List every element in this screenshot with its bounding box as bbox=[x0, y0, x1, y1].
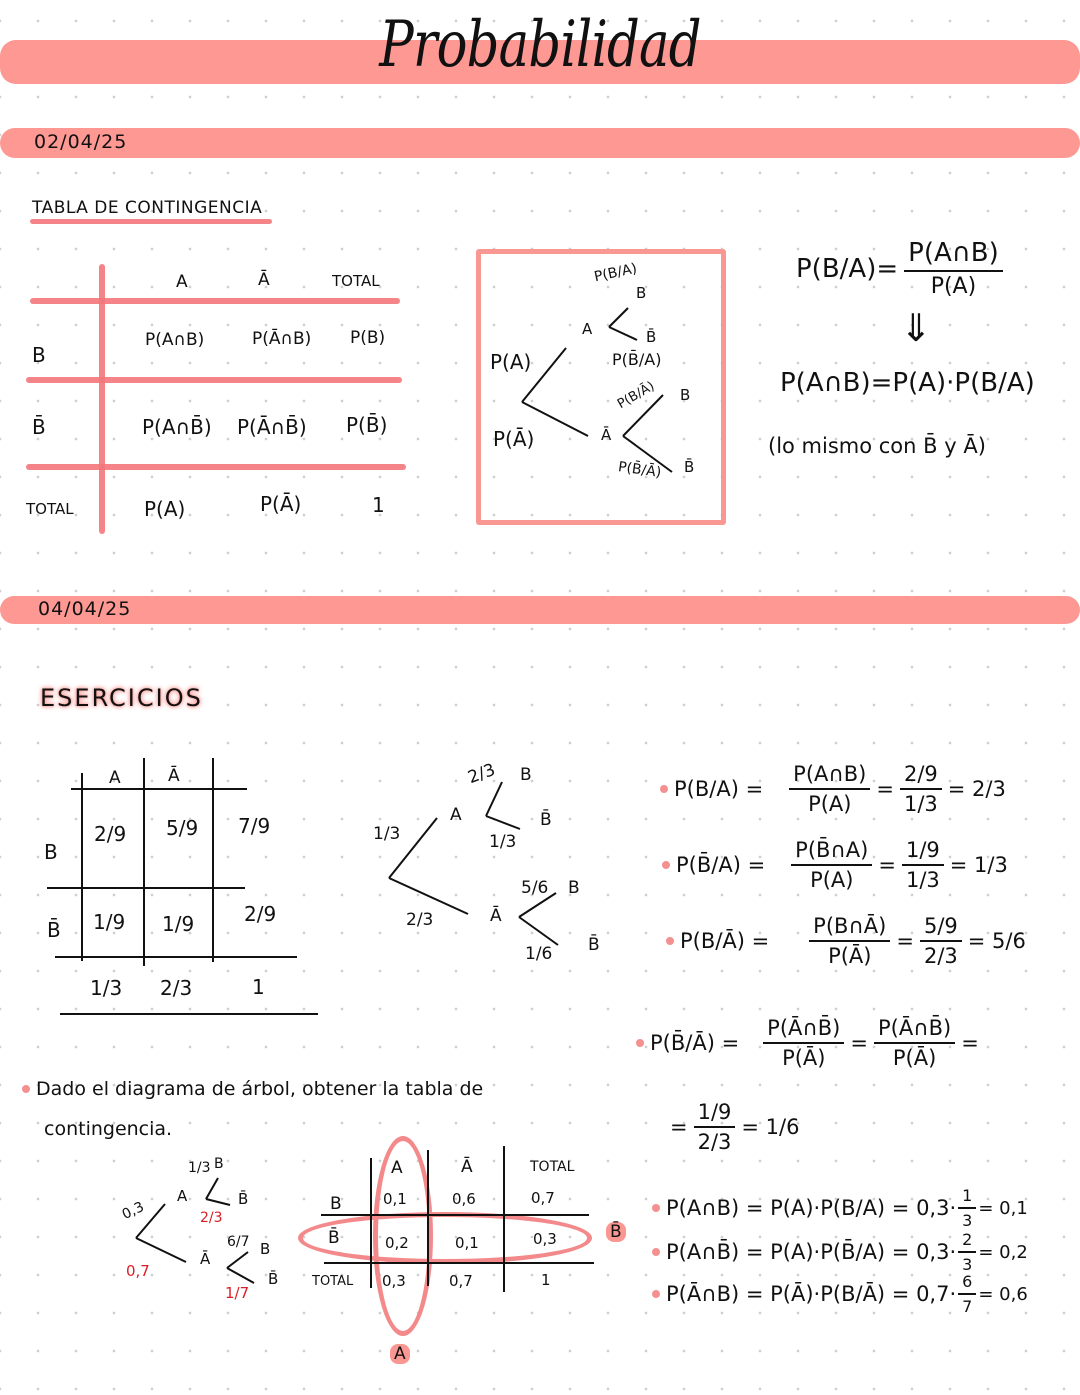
exercise-prompt-cont: contingencia. bbox=[44, 1118, 173, 1140]
row-label: B bbox=[44, 840, 58, 864]
col-header: A bbox=[176, 272, 188, 292]
tree-leaf: B bbox=[680, 386, 691, 404]
product-row: P(Ā∩B) = P(Ā)·P(B/Ā) = 0,7· $\frac{6}{7}$ = 0,6 bbox=[652, 1272, 1028, 1316]
cell: P(B̄) bbox=[346, 413, 388, 437]
tree-leaf: B̄ bbox=[540, 810, 552, 830]
cell: 1/9 bbox=[162, 912, 195, 936]
calc-row: P(B̄/Ā) = $\frac{P(Ā\cap B̄)}{P(Ā)}$ = $\frac{P(Ā\cap B̄)}{P(Ā)}$ = bbox=[636, 1016, 979, 1070]
product-rule: P(A∩B)=P(A)·P(B/A) bbox=[780, 368, 1035, 398]
row-label: B̄ bbox=[32, 415, 46, 439]
col-header: Ā bbox=[258, 270, 270, 290]
col-header: TOTAL bbox=[530, 1159, 575, 1175]
cell: P(Ā∩B) bbox=[252, 329, 312, 349]
tree-leaf: B̄ bbox=[684, 458, 695, 476]
cell: 0,1 bbox=[455, 1234, 479, 1252]
tree-leaf: B bbox=[568, 878, 580, 898]
cell: 0,6 bbox=[452, 1190, 476, 1208]
tree-prob: 1/3 bbox=[373, 824, 401, 844]
col-header: Ā bbox=[461, 1157, 473, 1177]
tree-leaf: B bbox=[520, 765, 532, 785]
bullet-icon bbox=[652, 1248, 660, 1256]
tree-label: P(B/A) bbox=[592, 260, 639, 286]
calc-row-continued: = $\frac{1/9}{2/3}$ = 1/6 bbox=[670, 1100, 800, 1154]
tree-leaf: B bbox=[636, 284, 647, 302]
cell: 2/9 bbox=[244, 902, 277, 926]
row-label: TOTAL bbox=[312, 1274, 354, 1289]
cell: 1 bbox=[372, 493, 385, 517]
calc-row: P(B/Ā) = $\frac{P(B\cap Ā)}{P(Ā)}$ = $\frac{5/9}{2/3}$ = 5/6 bbox=[666, 914, 1026, 968]
tree-prob: 2/3 bbox=[465, 759, 498, 789]
cell: P(A∩B̄) bbox=[142, 415, 212, 439]
tree-node: Ā bbox=[200, 1250, 211, 1268]
tree-leaf: B̄ bbox=[268, 1270, 279, 1288]
row-label: B̄ bbox=[328, 1228, 340, 1248]
formula-note: (lo mismo con B̄ y Ā) bbox=[768, 434, 986, 458]
cell: 0,3 bbox=[533, 1230, 557, 1248]
section1-heading: TABLA DE CONTINGENCIA bbox=[32, 198, 263, 218]
tree-node: A bbox=[450, 805, 462, 825]
total-cell: 1 bbox=[252, 975, 265, 999]
formula-lhs: P(B/A)= bbox=[796, 253, 899, 284]
tree-node: Ā bbox=[601, 426, 612, 444]
cell: P(A∩B) bbox=[145, 330, 205, 350]
tree-node: A bbox=[582, 320, 593, 338]
tree-prob-red: 2/3 bbox=[200, 1210, 223, 1226]
total-cell: 2/3 bbox=[160, 976, 193, 1000]
bullet-icon bbox=[660, 785, 668, 793]
tree-prob: 1/3 bbox=[188, 1160, 211, 1176]
row-label: B bbox=[330, 1194, 342, 1214]
cell: P(Ā∩B̄) bbox=[237, 415, 307, 439]
tree-node: A bbox=[177, 1187, 188, 1205]
page-title: Probabilidad bbox=[379, 8, 701, 82]
tree-leaf: B̄ bbox=[588, 935, 600, 955]
cell: 1/9 bbox=[93, 910, 126, 934]
section2-date: 04/04/25 bbox=[38, 598, 132, 620]
product-row: P(A∩B) = P(A)·P(B/A) = 0,3· $\frac{1}{3}$ = 0,1 bbox=[652, 1186, 1028, 1230]
tree-prob: 1/6 bbox=[525, 944, 553, 964]
tree-prob: 5/6 bbox=[521, 878, 549, 898]
tree-label: P(B/Ā) bbox=[614, 378, 658, 413]
bullet-icon bbox=[662, 861, 670, 869]
cell: 7/9 bbox=[238, 814, 271, 838]
tree-leaf: B bbox=[260, 1240, 271, 1258]
cell: 0,7 bbox=[531, 1189, 555, 1207]
circle-label-A: A bbox=[390, 1344, 410, 1364]
cell: P(A) bbox=[144, 497, 186, 521]
tree-leaf: B bbox=[214, 1156, 224, 1172]
tree-label: P(B̄/Ā) bbox=[617, 459, 663, 481]
product-row: P(A∩B̄) = P(A)·P(B̄/A) = 0,3· $\frac{2}{3}$ = 0,2 bbox=[652, 1230, 1028, 1274]
down-arrow-icon: ⇓ bbox=[900, 306, 932, 350]
tree-prob-red: 0,7 bbox=[126, 1262, 150, 1280]
tree-leaf: B̄ bbox=[238, 1190, 249, 1208]
cell: P(Ā) bbox=[260, 492, 302, 516]
total-cell: 1/3 bbox=[90, 976, 123, 1000]
col-header: A bbox=[391, 1158, 403, 1178]
section2-heading: ESERCICIOS bbox=[40, 684, 203, 712]
tree-label: P(B̄/A) bbox=[612, 350, 662, 369]
tree-prob: 1/3 bbox=[489, 832, 517, 852]
formula-fraction: $\frac{P(A\cap B)}{P(A)}$ bbox=[904, 238, 1003, 299]
cell: 0,7 bbox=[449, 1272, 473, 1290]
col-header: A bbox=[109, 768, 121, 788]
bullet-icon bbox=[636, 1039, 644, 1047]
bullet-icon bbox=[652, 1204, 660, 1212]
tree-leaf: B̄ bbox=[646, 328, 657, 346]
bullet-icon bbox=[666, 937, 674, 945]
tree-label: P(A) bbox=[490, 350, 532, 374]
cell: 0,2 bbox=[385, 1234, 409, 1252]
cell: 1 bbox=[541, 1271, 551, 1289]
col-header: TOTAL bbox=[332, 272, 380, 290]
cell: P(B) bbox=[350, 328, 386, 348]
bullet-icon bbox=[652, 1290, 660, 1298]
row-label: B bbox=[32, 343, 46, 367]
tree-label: P(Ā) bbox=[493, 427, 535, 451]
section1-date: 02/04/25 bbox=[34, 131, 128, 153]
cell: 0,3 bbox=[382, 1272, 406, 1290]
cell: 0,1 bbox=[383, 1190, 407, 1208]
bullet-icon bbox=[22, 1085, 30, 1093]
exercise-prompt: Dado el diagrama de árbol, obtener la tabla de bbox=[22, 1078, 483, 1100]
cell: 2/9 bbox=[94, 822, 127, 846]
calc-row: P(B̄/A) = $\frac{P(B̄\cap A)}{P(A)}$ = $\frac{1/9}{1/3}$ = 1/3 bbox=[662, 838, 1008, 892]
circle-label-B: B̄ bbox=[606, 1222, 626, 1242]
calc-row: P(B/A) = $\frac{P(A\cap B)}{P(A)}$ = $\frac{2/9}{1/3}$ = 2/3 bbox=[660, 762, 1006, 816]
tree-node: Ā bbox=[490, 906, 502, 926]
row-label: TOTAL bbox=[26, 500, 74, 518]
tree-prob: 6/7 bbox=[227, 1234, 250, 1250]
tree-prob: 2/3 bbox=[406, 910, 434, 930]
tree-prob-red: 1/7 bbox=[225, 1284, 250, 1302]
tree-prob: 0,3 bbox=[119, 1199, 147, 1223]
row-label: B̄ bbox=[47, 918, 61, 942]
col-header: Ā bbox=[168, 766, 180, 786]
cell: 5/9 bbox=[166, 816, 199, 840]
